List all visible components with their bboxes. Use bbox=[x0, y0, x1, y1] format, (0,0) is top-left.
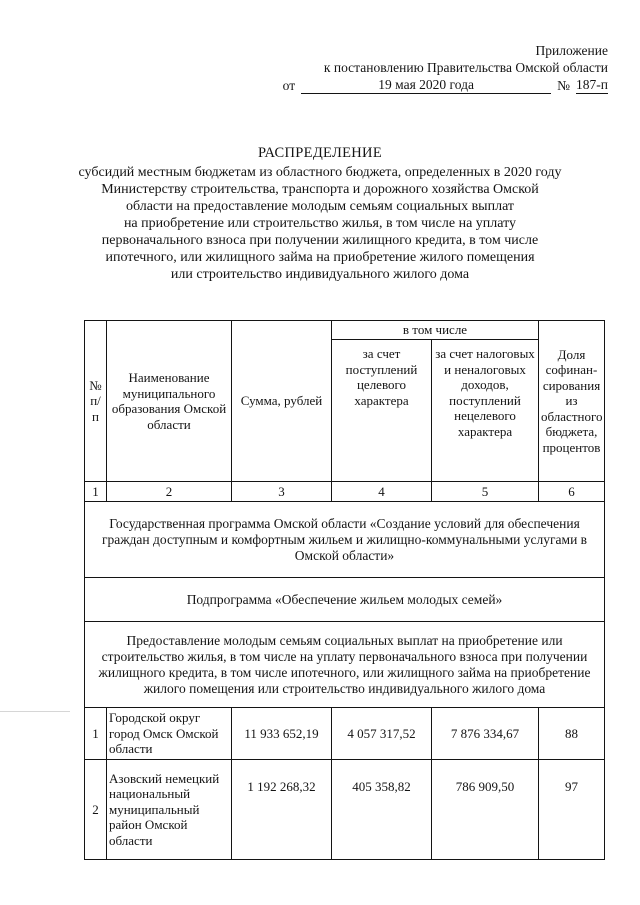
appendix-label: Приложение bbox=[535, 43, 608, 58]
column-number: 6 bbox=[539, 482, 605, 502]
subprogram-row: Подпрограмма «Обеспечение жильем молодых семей» bbox=[85, 578, 605, 622]
column-number: 1 bbox=[85, 482, 107, 502]
appendix-number: 187-п bbox=[576, 77, 608, 92]
appendix-block bbox=[283, 42, 608, 94]
row-tax: 7 876 334,67 bbox=[432, 708, 539, 760]
title-line: на приобретение или строительство жилья, в том числе на уплату bbox=[123, 216, 517, 231]
header-targeted: за счет поступлений целевого характера bbox=[332, 340, 432, 482]
column-number: 2 bbox=[107, 482, 232, 502]
appendix-date-line bbox=[283, 76, 608, 94]
column-number: 5 bbox=[432, 482, 539, 502]
row-num: 1 bbox=[85, 708, 107, 760]
column-number: 4 bbox=[332, 482, 432, 502]
table-row bbox=[85, 708, 605, 760]
title-heading: РАСПРЕДЕЛЕНИЕ bbox=[258, 145, 382, 161]
header-name: Наименование муниципального образования Омской области bbox=[107, 321, 232, 482]
title-line: или строительство индивидуального жилого дома bbox=[170, 267, 470, 282]
row-targeted: 405 358,82 bbox=[332, 760, 432, 860]
appendix-number-label: № bbox=[557, 78, 571, 93]
column-number: 3 bbox=[232, 482, 332, 502]
row-sum: 1 192 268,32 bbox=[232, 760, 332, 860]
header-num: № п/п bbox=[85, 321, 107, 482]
appendix-date: 19 мая 2020 года bbox=[301, 76, 551, 94]
appendix-resolution: к постановлению Правительства Омской области bbox=[323, 60, 608, 75]
title-line: области на предоставление молодым семьям социальных выплат bbox=[125, 199, 515, 214]
title-line: первоначального взноса при получении жилищного кредита, в том числе bbox=[101, 233, 539, 248]
title-line: Министерству строительства, транспорта и дорожного хозяйства Омской bbox=[101, 182, 539, 197]
program-row: Государственная программа Омской области «Создание условий для обеспечения граждан доступным и комфортным жильем и жилищно-коммунальными услугами в Омской области» bbox=[85, 502, 605, 578]
document-title bbox=[0, 145, 640, 283]
distribution-table bbox=[84, 320, 605, 860]
header-including: в том числе bbox=[332, 321, 539, 340]
row-share: 97 bbox=[539, 760, 605, 860]
row-tax: 786 909,50 bbox=[432, 760, 539, 860]
header-tax: за счет налоговых и неналоговых доходов, поступлений нецелевого характера bbox=[432, 340, 539, 482]
row-targeted: 4 057 317,52 bbox=[332, 708, 432, 760]
table-row bbox=[85, 760, 605, 860]
title-line: субсидий местным бюджетам из областного бюджета, определенных в 2020 году bbox=[78, 165, 562, 180]
row-name: Городской округ город Омск Омской области bbox=[107, 708, 232, 760]
header-sum: Сумма, рублей bbox=[232, 321, 332, 482]
scan-artifact-line bbox=[0, 711, 70, 712]
event-row: Предоставление молодым семьям социальных выплат на приобретение или строительство жилья, в том числе на уплату первоначального взноса при получении жилищного кредита, в том числе ипотечного, или жилищного займа на приобретение жилого помещения или строительство индивидуального жилого дома bbox=[85, 622, 605, 708]
header-share: Доля софинан-сирования из областного бюджета, процентов bbox=[539, 321, 605, 482]
row-name: Азовский немецкий национальный муниципальный район Омской области bbox=[107, 760, 232, 860]
title-line: ипотечного, или жилищного займа на приобретение жилого помещения bbox=[105, 250, 535, 265]
row-share: 88 bbox=[539, 708, 605, 760]
row-num: 2 bbox=[85, 760, 107, 860]
appendix-from-label: от bbox=[282, 78, 296, 93]
row-sum: 11 933 652,19 bbox=[232, 708, 332, 760]
